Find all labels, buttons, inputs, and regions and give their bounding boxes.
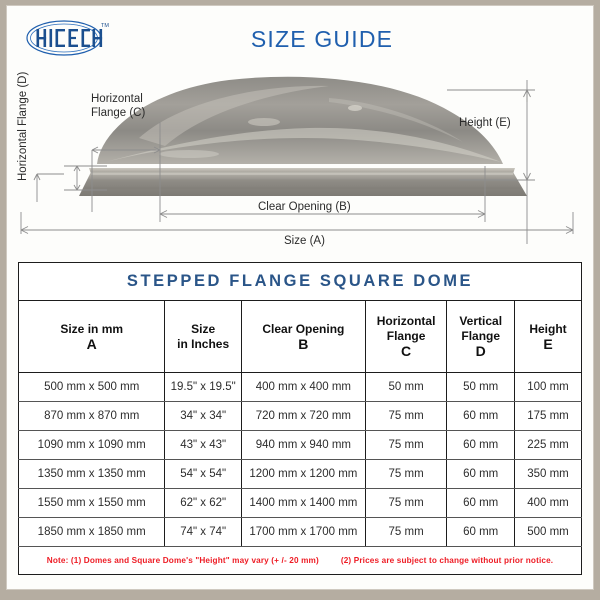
cell-r2-c3: 720 mm x 720 mm [241,402,365,431]
label-height-e: Height (E) [459,117,511,129]
logo-tm-text: TM [101,23,109,29]
cell-r3-c5: 60 mm [447,431,515,460]
cell-r1-c3: 400 mm x 400 mm [241,373,365,402]
table-title-row [19,263,582,301]
label-horizontal-flange-c-line1: Horizontal [91,93,143,105]
hitech-logo [24,18,110,58]
cell-r6-c1: 1850 mm x 1850 mm [19,518,165,547]
label-horizontal-flange-c [91,92,145,120]
column-header-line2: Flange [461,329,501,343]
cell-r1-c2: 19.5" x 19.5" [165,373,242,402]
cell-r3-c4: 75 mm [365,431,447,460]
dome-illustration [79,68,527,198]
product-diagram [7,62,593,262]
table-body [19,373,582,547]
table-row [19,489,582,518]
cell-r1-c5: 50 mm [447,373,515,402]
cell-r4-c3: 1200 mm x 1200 mm [241,460,365,489]
cell-r2-c1: 870 mm x 870 mm [19,402,165,431]
column-header-code: B [298,335,309,352]
column-header-code: E [543,335,553,352]
column-header-line1: Size [191,321,216,336]
sheet-card [7,6,593,589]
cell-r5-c5: 60 mm [447,489,515,518]
label-horizontal-flange-c-line2: Flange (C) [91,107,146,119]
cell-r3-c2: 43" x 43" [165,431,242,460]
cell-r1-c6: 100 mm [514,373,581,402]
column-header-line1: Vertical [459,314,503,328]
column-header-code: D [475,343,486,359]
cell-r3-c3: 940 mm x 940 mm [241,431,365,460]
column-header-line1: Clear Opening [262,321,345,336]
label-size-a: Size (A) [284,235,325,247]
column-header-6 [514,301,581,373]
table-row [19,460,582,489]
column-header-line1: Size in mm [60,321,124,336]
cell-r2-c4: 75 mm [365,402,447,431]
column-header-line2: in Inches [177,336,230,351]
cell-r6-c5: 60 mm [447,518,515,547]
cell-r4-c4: 75 mm [365,460,447,489]
table-note-row [19,547,582,575]
column-header-1 [19,301,165,373]
cell-r6-c3: 1700 mm x 1700 mm [241,518,365,547]
hitech-logo-mark [24,18,110,58]
table-row [19,402,582,431]
size-table-wrapper [18,262,582,575]
cell-r1-c1: 500 mm x 500 mm [19,373,165,402]
cell-r6-c6: 500 mm [514,518,581,547]
table-note [19,547,582,575]
cell-r5-c6: 400 mm [514,489,581,518]
table-row [19,373,582,402]
cell-r2-c5: 60 mm [447,402,515,431]
column-header-2 [165,301,242,373]
cell-r2-c2: 34" x 34" [165,402,242,431]
header-row [19,301,582,373]
cell-r2-c6: 175 mm [514,402,581,431]
cell-r3-c1: 1090 mm x 1090 mm [19,431,165,460]
cell-r5-c2: 62" x 62" [165,489,242,518]
note-part-1: Note: (1) Domes and Square Dome's "Height" may vary (+ /- 20 mm) [46,556,319,565]
cell-r6-c2: 74" x 74" [165,518,242,547]
cell-r4-c6: 350 mm [514,460,581,489]
table-title: STEPPED FLANGE SQUARE DOME [19,263,582,301]
table-row [19,518,582,547]
column-header-3 [241,301,365,373]
cell-r5-c4: 75 mm [365,489,447,518]
table-row [19,431,582,460]
cell-r3-c6: 225 mm [514,431,581,460]
column-header-line2: Flange [386,329,426,343]
column-header-line1: Height [529,321,567,336]
cell-r1-c4: 50 mm [365,373,447,402]
label-clear-opening-b: Clear Opening (B) [258,201,351,213]
cell-r5-c1: 1550 mm x 1550 mm [19,489,165,518]
header [7,6,593,64]
dome-photo [79,68,527,198]
column-header-code: A [86,335,97,352]
note-part-2: (2) Prices are subject to change without prior notice. [340,556,554,565]
label-horizontal-flange-d: Horizontal Flange (D) [17,71,29,181]
cell-r5-c3: 1400 mm x 1400 mm [241,489,365,518]
column-header-line1: Horizontal [376,314,436,328]
cell-r4-c5: 60 mm [447,460,515,489]
page-title: SIZE GUIDE [250,26,394,52]
size-table [18,262,582,575]
column-header-4 [365,301,447,373]
cell-r4-c2: 54" x 54" [165,460,242,489]
cell-r6-c4: 75 mm [365,518,447,547]
column-header-code: C [401,343,412,359]
column-header-5 [447,301,515,373]
cell-r4-c1: 1350 mm x 1350 mm [19,460,165,489]
table-column-headers [19,301,582,373]
